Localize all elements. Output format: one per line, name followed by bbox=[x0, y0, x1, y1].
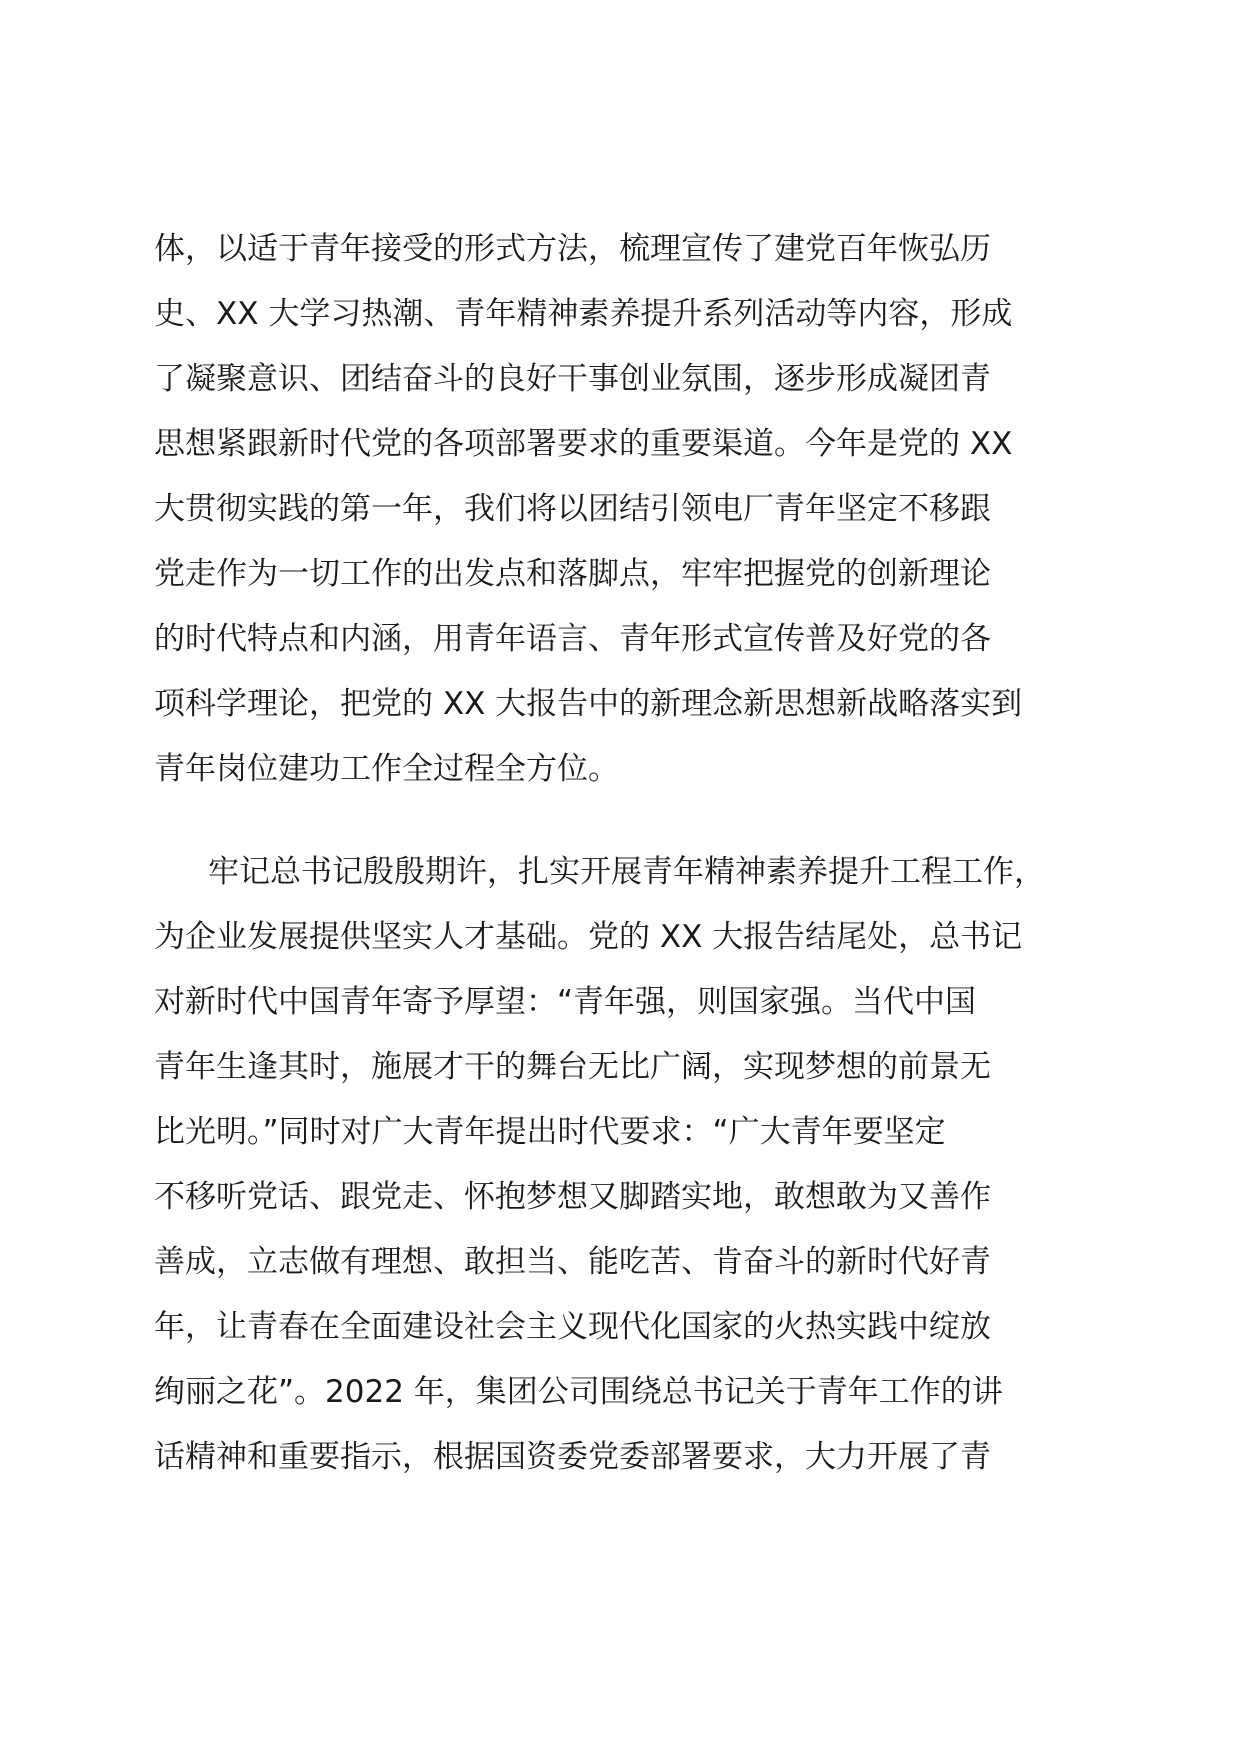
text-line: 大贯彻实践的第一年，我们将以团结引领电厂青年坚定不移跟 bbox=[154, 491, 991, 527]
paragraph-1 bbox=[154, 217, 1022, 802]
paragraph-2 bbox=[154, 840, 1045, 1490]
text-line-first: 牢记总书记殷殷期许，扎实开展青年精神素养提升工程工作， bbox=[208, 854, 1045, 890]
text-line: 的时代特点和内涵，用青年语言、青年形式宣传普及好党的各 bbox=[154, 621, 991, 657]
text-line: 党走作为一切工作的出发点和落脚点，牢牢把握党的创新理论 bbox=[154, 556, 991, 592]
text-line: 体，以适于青年接受的形式方法，梳理宣传了建党百年恢弘历 bbox=[154, 231, 991, 267]
text-line: 对新时代中国青年寄予厚望：“青年强，则国家强。当代中国 bbox=[154, 984, 977, 1020]
text-line: 思想紧跟新时代党的各项部署要求的重要渠道。今年是党的 XX bbox=[154, 426, 1013, 462]
text-line: 项科学理论，把党的 XX 大报告中的新理念新思想新战略落实到 bbox=[154, 686, 1023, 722]
text-line: 比光明。”同时对广大青年提出时代要求：“广大青年要坚定 bbox=[154, 1114, 946, 1150]
text-line: 不移听党话、跟党走、怀抱梦想又脚踏实地，敢想敢为又善作 bbox=[154, 1179, 991, 1215]
text-line: 话精神和重要指示，根据国资委党委部署要求，大力开展了青 bbox=[154, 1439, 991, 1475]
text-line: 善成，立志做有理想、敢担当、能吃苦、肯奋斗的新时代好青 bbox=[154, 1244, 991, 1280]
text-line: 青年岗位建功工作全过程全方位。 bbox=[154, 751, 619, 787]
text-line: 为企业发展提供坚实人才基础。党的 XX 大报告结尾处，总书记 bbox=[154, 919, 1023, 955]
text-line: 了凝聚意识、团结奋斗的良好干事创业氛围，逐步形成凝团青 bbox=[154, 361, 991, 397]
text-line: 年，让青春在全面建设社会主义现代化国家的火热实践中绽放 bbox=[154, 1309, 991, 1345]
text-line: 青年生逢其时，施展才干的舞台无比广阔，实现梦想的前景无 bbox=[154, 1049, 991, 1085]
text-line: 史、XX 大学习热潮、青年精神素养提升系列活动等内容，形成 bbox=[154, 296, 1013, 332]
text-line: 绚丽之花”。2022 年，集团公司围绕总书记关于青年工作的讲 bbox=[154, 1374, 1003, 1410]
